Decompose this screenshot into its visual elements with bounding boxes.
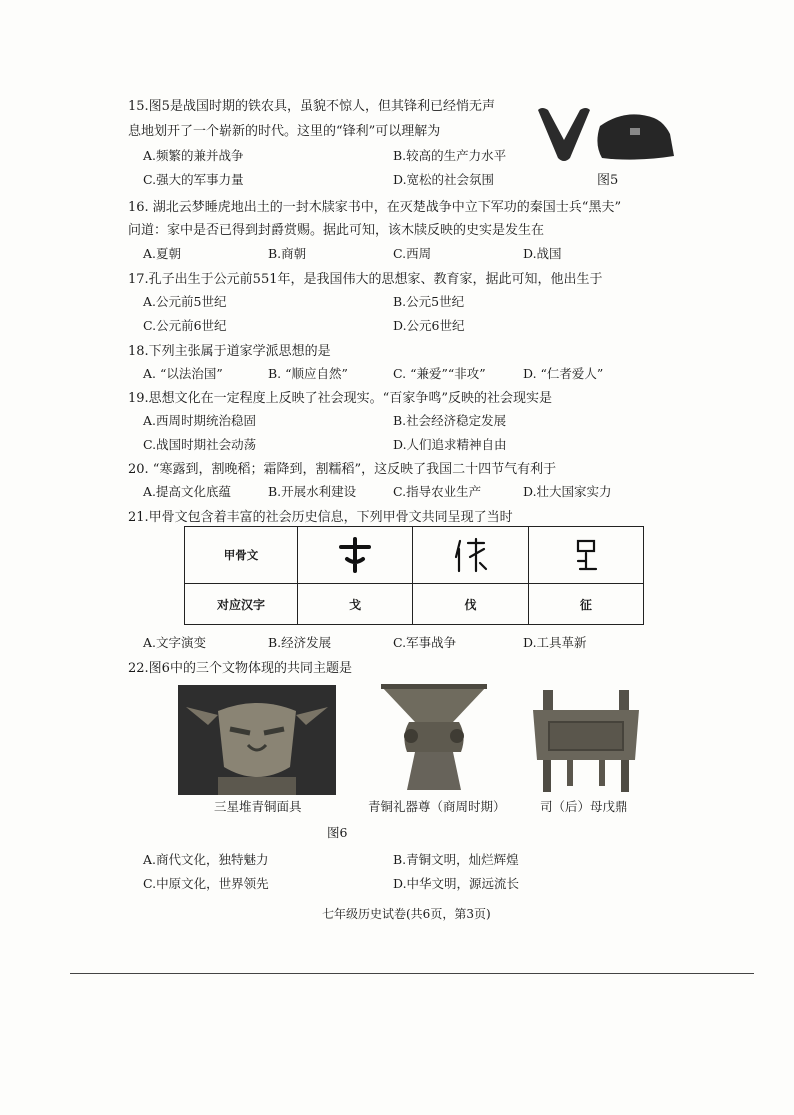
q22-option-a: A.商代文化，独特魅力 (143, 852, 269, 867)
q21-option-b: B.经济发展 (268, 635, 332, 650)
figure5-caption: 图5 (597, 173, 619, 188)
iron-tools-photo (532, 100, 692, 166)
q22-option-b: B.青铜文明，灿烂辉煌 (393, 852, 519, 867)
page-footer: 七年级历史试卷(共6页，第3页) (322, 907, 491, 921)
q21-stem: 21.甲骨文包含着丰富的社会历史信息，下列甲骨文共同呈现了当时 (128, 510, 513, 525)
q18-option-b: B. “顺应自然” (268, 366, 348, 381)
q17-option-d: D.公元6世纪 (393, 318, 465, 333)
oracle-glyph-zheng (528, 527, 643, 584)
q17-option-a: A.公元前5世纪 (143, 294, 227, 309)
q21-option-d: D.工具革新 (523, 635, 587, 650)
q22-option-c: C.中原文化，世界领先 (143, 876, 269, 891)
mask-caption: 三星堆青铜面具 (214, 799, 302, 814)
q15-stem-line2: 息地划开了一个崭新的时代。这里的“锋利”可以理解为 (128, 124, 441, 139)
bronze-zun-photo (375, 682, 493, 794)
oracle-glyph-fa (413, 527, 528, 584)
zun-caption: 青铜礼器尊（商周时期） (368, 799, 506, 814)
q19-option-a: A.西周时期统治稳固 (143, 413, 257, 428)
oracle-glyph-ge (298, 527, 413, 584)
q16-option-a: A.夏朝 (143, 246, 182, 261)
q15-option-d: D.宽松的社会氛围 (393, 172, 495, 187)
q19-option-d: D.人们追求精神自由 (393, 437, 507, 452)
oracle-bone-table (184, 526, 644, 625)
oracle-row-header: 甲骨文 (185, 527, 298, 584)
bottom-rule (70, 973, 754, 974)
q20-option-a: A.提高文化底蕴 (143, 484, 232, 499)
q20-option-c: C.指导农业生产 (393, 484, 482, 499)
q15-option-b: B.较高的生产力水平 (393, 148, 507, 163)
q21-option-a: A.文字演变 (143, 635, 207, 650)
q18-option-a: A. “以法治国” (143, 366, 223, 381)
sanxingdui-mask-photo (178, 685, 336, 795)
q18-option-d: D. “仁者爱人” (523, 366, 604, 381)
q15-option-c: C.强大的军事力量 (143, 172, 244, 187)
hanzi-zheng: 征 (528, 584, 643, 625)
q19-stem: 19.思想文化在一定程度上反映了社会现实。“百家争鸣”反映的社会现实是 (128, 391, 552, 406)
q22-option-d: D.中华文明，源远流长 (393, 876, 520, 891)
q16-stem-line2: 问道：家中是否已得到封爵赏赐。据此可知，该木牍反映的史实是发生在 (128, 223, 545, 238)
q16-option-d: D.战国 (523, 246, 562, 261)
hanzi-ge: 戈 (298, 584, 413, 625)
q15-option-a: A.频繁的兼并战争 (143, 148, 244, 163)
q18-stem: 18.下列主张属于道家学派思想的是 (128, 344, 331, 359)
q15-stem-line1: 15.图5是战国时期的铁农具，虽貌不惊人，但其锋利已经悄无声 (128, 99, 495, 114)
q17-option-c: C.公元前6世纪 (143, 318, 227, 333)
q17-option-b: B.公元5世纪 (393, 294, 465, 309)
q20-option-d: D.壮大国家实力 (523, 484, 612, 499)
q19-option-c: C.战国时期社会动荡 (143, 437, 257, 452)
q18-option-c: C. “兼爱”“非攻” (393, 366, 486, 381)
figure6-caption: 图6 (327, 825, 348, 840)
q22-stem: 22.图6中的三个文物体现的共同主题是 (128, 661, 352, 676)
q19-option-b: B.社会经济稳定发展 (393, 413, 507, 428)
q21-option-c: C.军事战争 (393, 635, 457, 650)
hanzi-row-header: 对应汉字 (185, 584, 298, 625)
hanzi-fa: 伐 (413, 584, 528, 625)
q20-option-b: B.开展水利建设 (268, 484, 357, 499)
q17-stem: 17.孔子出生于公元前551年，是我国伟大的思想家、教育家，据此可知，他出生于 (128, 272, 603, 287)
q20-stem: 20. “寒露到，割晚稻；霜降到，割糯稻”，这反映了我国二十四节气有利于 (128, 462, 557, 477)
q16-option-c: C.西周 (393, 246, 432, 261)
q16-stem-line1: 16. 湖北云梦睡虎地出土的一封木牍家书中，在灭楚战争中立下军功的秦国士兵“黑夫” (128, 200, 622, 215)
ding-caption: 司（后）母戊鼎 (540, 799, 628, 814)
simuwu-ding-photo (527, 688, 645, 794)
q16-option-b: B.商朝 (268, 246, 307, 261)
